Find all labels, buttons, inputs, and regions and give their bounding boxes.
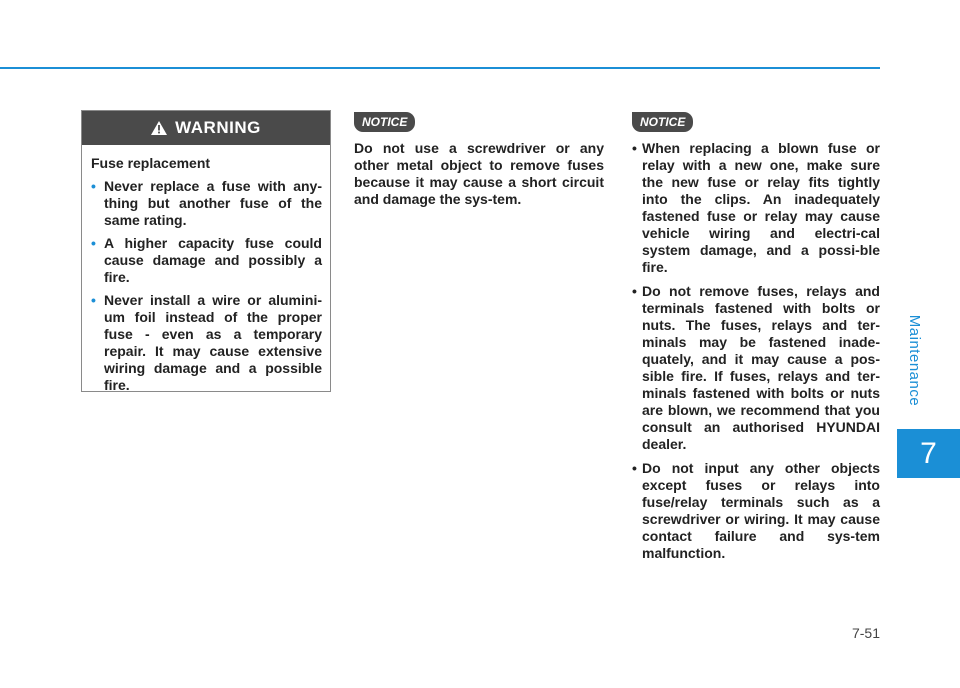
page-number: 7-51 (851, 625, 880, 641)
notice-text: Do not use a screwdriver or any other metal object to remove fuses because it may cause a short circuit and damage the sys-tem. (354, 140, 604, 207)
warning-body (82, 145, 330, 394)
chapter-number: 7 (920, 436, 937, 470)
list-item: • Do not remove fuses, relays and terminals fastened with bolts or nuts. The fuses, relays and ter-minals may be fastened inade-quately, and it may cause a pos-sible fire. If fuses, relays and ter-minals fastened with bolts or nuts are blown, we recommend that you consult an authorised HYUNDAI dealer. (632, 283, 880, 453)
list-item: • Never replace a fuse with any-thing but another fuse of the same rating. (91, 178, 322, 229)
warning-header (82, 111, 330, 145)
warning-list (91, 178, 322, 394)
warning-subject: Fuse replacement (91, 155, 211, 171)
warning-title: WARNING (175, 118, 261, 137)
warning-box (81, 110, 331, 392)
section-label: Maintenance (906, 314, 924, 406)
list-item: • When replacing a blown fuse or relay with a new one, make sure the new fuse or relay fits tightly into the clips. An inadequately fastened fuse or relay may cause vehicle wiring and electri-cal system damage, and a possi-ble fire. (632, 140, 880, 276)
list-item: • Never install a wire or alumini-um foil instead of the proper fuse - even as a temporary repair. It may cause extensive wiring damage and a possible fire. (91, 292, 322, 394)
list-item: • Do not input any other objects except fuses or relays into fuse/relay terminals such as a screwdriver or wiring. It may cause contact failure and sys-tem malfunction. (632, 460, 880, 562)
notice-list (632, 140, 880, 569)
notice-badge: NOTICE (632, 112, 693, 132)
warning-triangle-icon (151, 121, 167, 135)
top-rule (0, 67, 880, 69)
notice-badge: NOTICE (354, 112, 415, 132)
chapter-tab (897, 429, 960, 478)
list-item: • A higher capacity fuse could cause damage and possibly a fire. (91, 235, 322, 286)
